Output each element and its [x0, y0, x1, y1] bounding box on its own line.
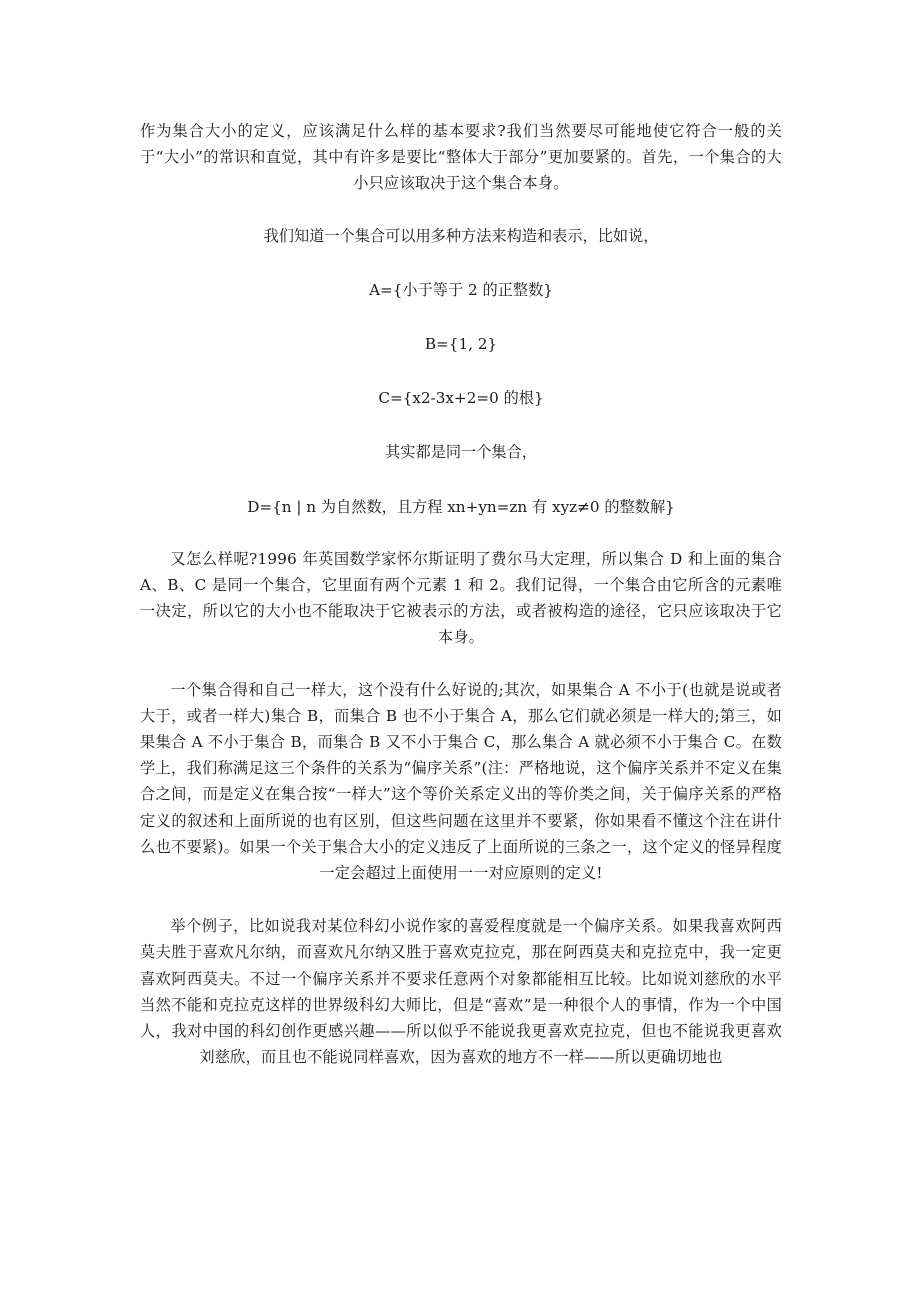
formula-set-b: B={1, 2} [424, 335, 498, 354]
paragraph-same-set: 其实都是同一个集合， [385, 443, 537, 462]
paragraph-partial-order: 一个集合得和自己一样大，这个没有什么好说的;其次，如果集合 A 不小于(也就是说或者大于，或者一样大)集合 B，而集合 B 也不小于集合 A，那么它们就必须是一样大的;第三，如果集合 A 不小于集合 B，而集合 B 又不小于集合 C，那么集合 A 就必须不小于集合 C。在数学上，我们称满足这三个条件的关系为“偏序关系”(注：严格地说，这个偏序关系并不定义在集合之间，而是定义在集合按“一样大”这个等价关系定义出的等价类之间，关于偏序关系的严格定义的叙述和上面所说的也有区别，但这些问题在这里并不要紧，你如果看不懂这个注在讲什么也不要紧)。如果一个关于集合大小的定义违反了上面所说的三条之一，这个定义的怪异程度一定会超过上面使用一一对应原则的定义! [140, 680, 782, 883]
paragraph-fermat-theorem: 又怎么样呢?1996 年英国数学家怀尔斯证明了费尔马大定理，所以集合 D 和上面的集合 A、B、C 是同一个集合，它里面有两个元素 1 和 2。我们记得，一个集合由它所含的元素唯一决定，所以它的大小也不能取决于它被表示的方法，或者被构造的途径，它只应该取决于它本身。 [140, 549, 782, 647]
document-page [140, 118, 782, 1070]
paragraph-set-representations-intro: 我们知道一个集合可以用多种方法来构造和表示，比如说， [263, 226, 659, 245]
paragraph-set-size-requirements: 作为集合大小的定义，应该满足什么样的基本要求?我们当然要尽可能地使它符合一般的关于“大小”的常识和直觉，其中有许多是要比“整体大于部分”更加要紧的。首先，一个集合的大小只应该取决于这个集合本身。 [140, 122, 782, 193]
paragraph-sci-fi-example: 举个例子，比如说我对某位科幻小说作家的喜爱程度就是一个偏序关系。如果我喜欢阿西莫夫胜于喜欢凡尔纳，而喜欢凡尔纳又胜于喜欢克拉克，那在阿西莫夫和克拉克中，我一定更喜欢阿西莫夫。不过一个偏序关系并不要求任意两个对象都能相互比较。比如说刘慈欣的水平当然不能和克拉克这样的世界级科幻大师比，但是“喜欢”是一种很个人的事情，作为一个中国人，我对中国的科幻创作更感兴趣——所以似乎不能说我更喜欢克拉克，但也不能说我更喜欢刘慈欣，而且也不能说同样喜欢，因为喜欢的地方不一样——所以更确切地也 [140, 917, 782, 1067]
formula-set-d: D={n | n 为自然数，且方程 xn+yn=zn 有 xyz≠0 的整数解} [247, 497, 675, 516]
formula-set-a: A={小于等于 2 的正整数} [369, 280, 553, 299]
formula-set-c: C={x2-3x+2=0 的根} [378, 389, 544, 408]
